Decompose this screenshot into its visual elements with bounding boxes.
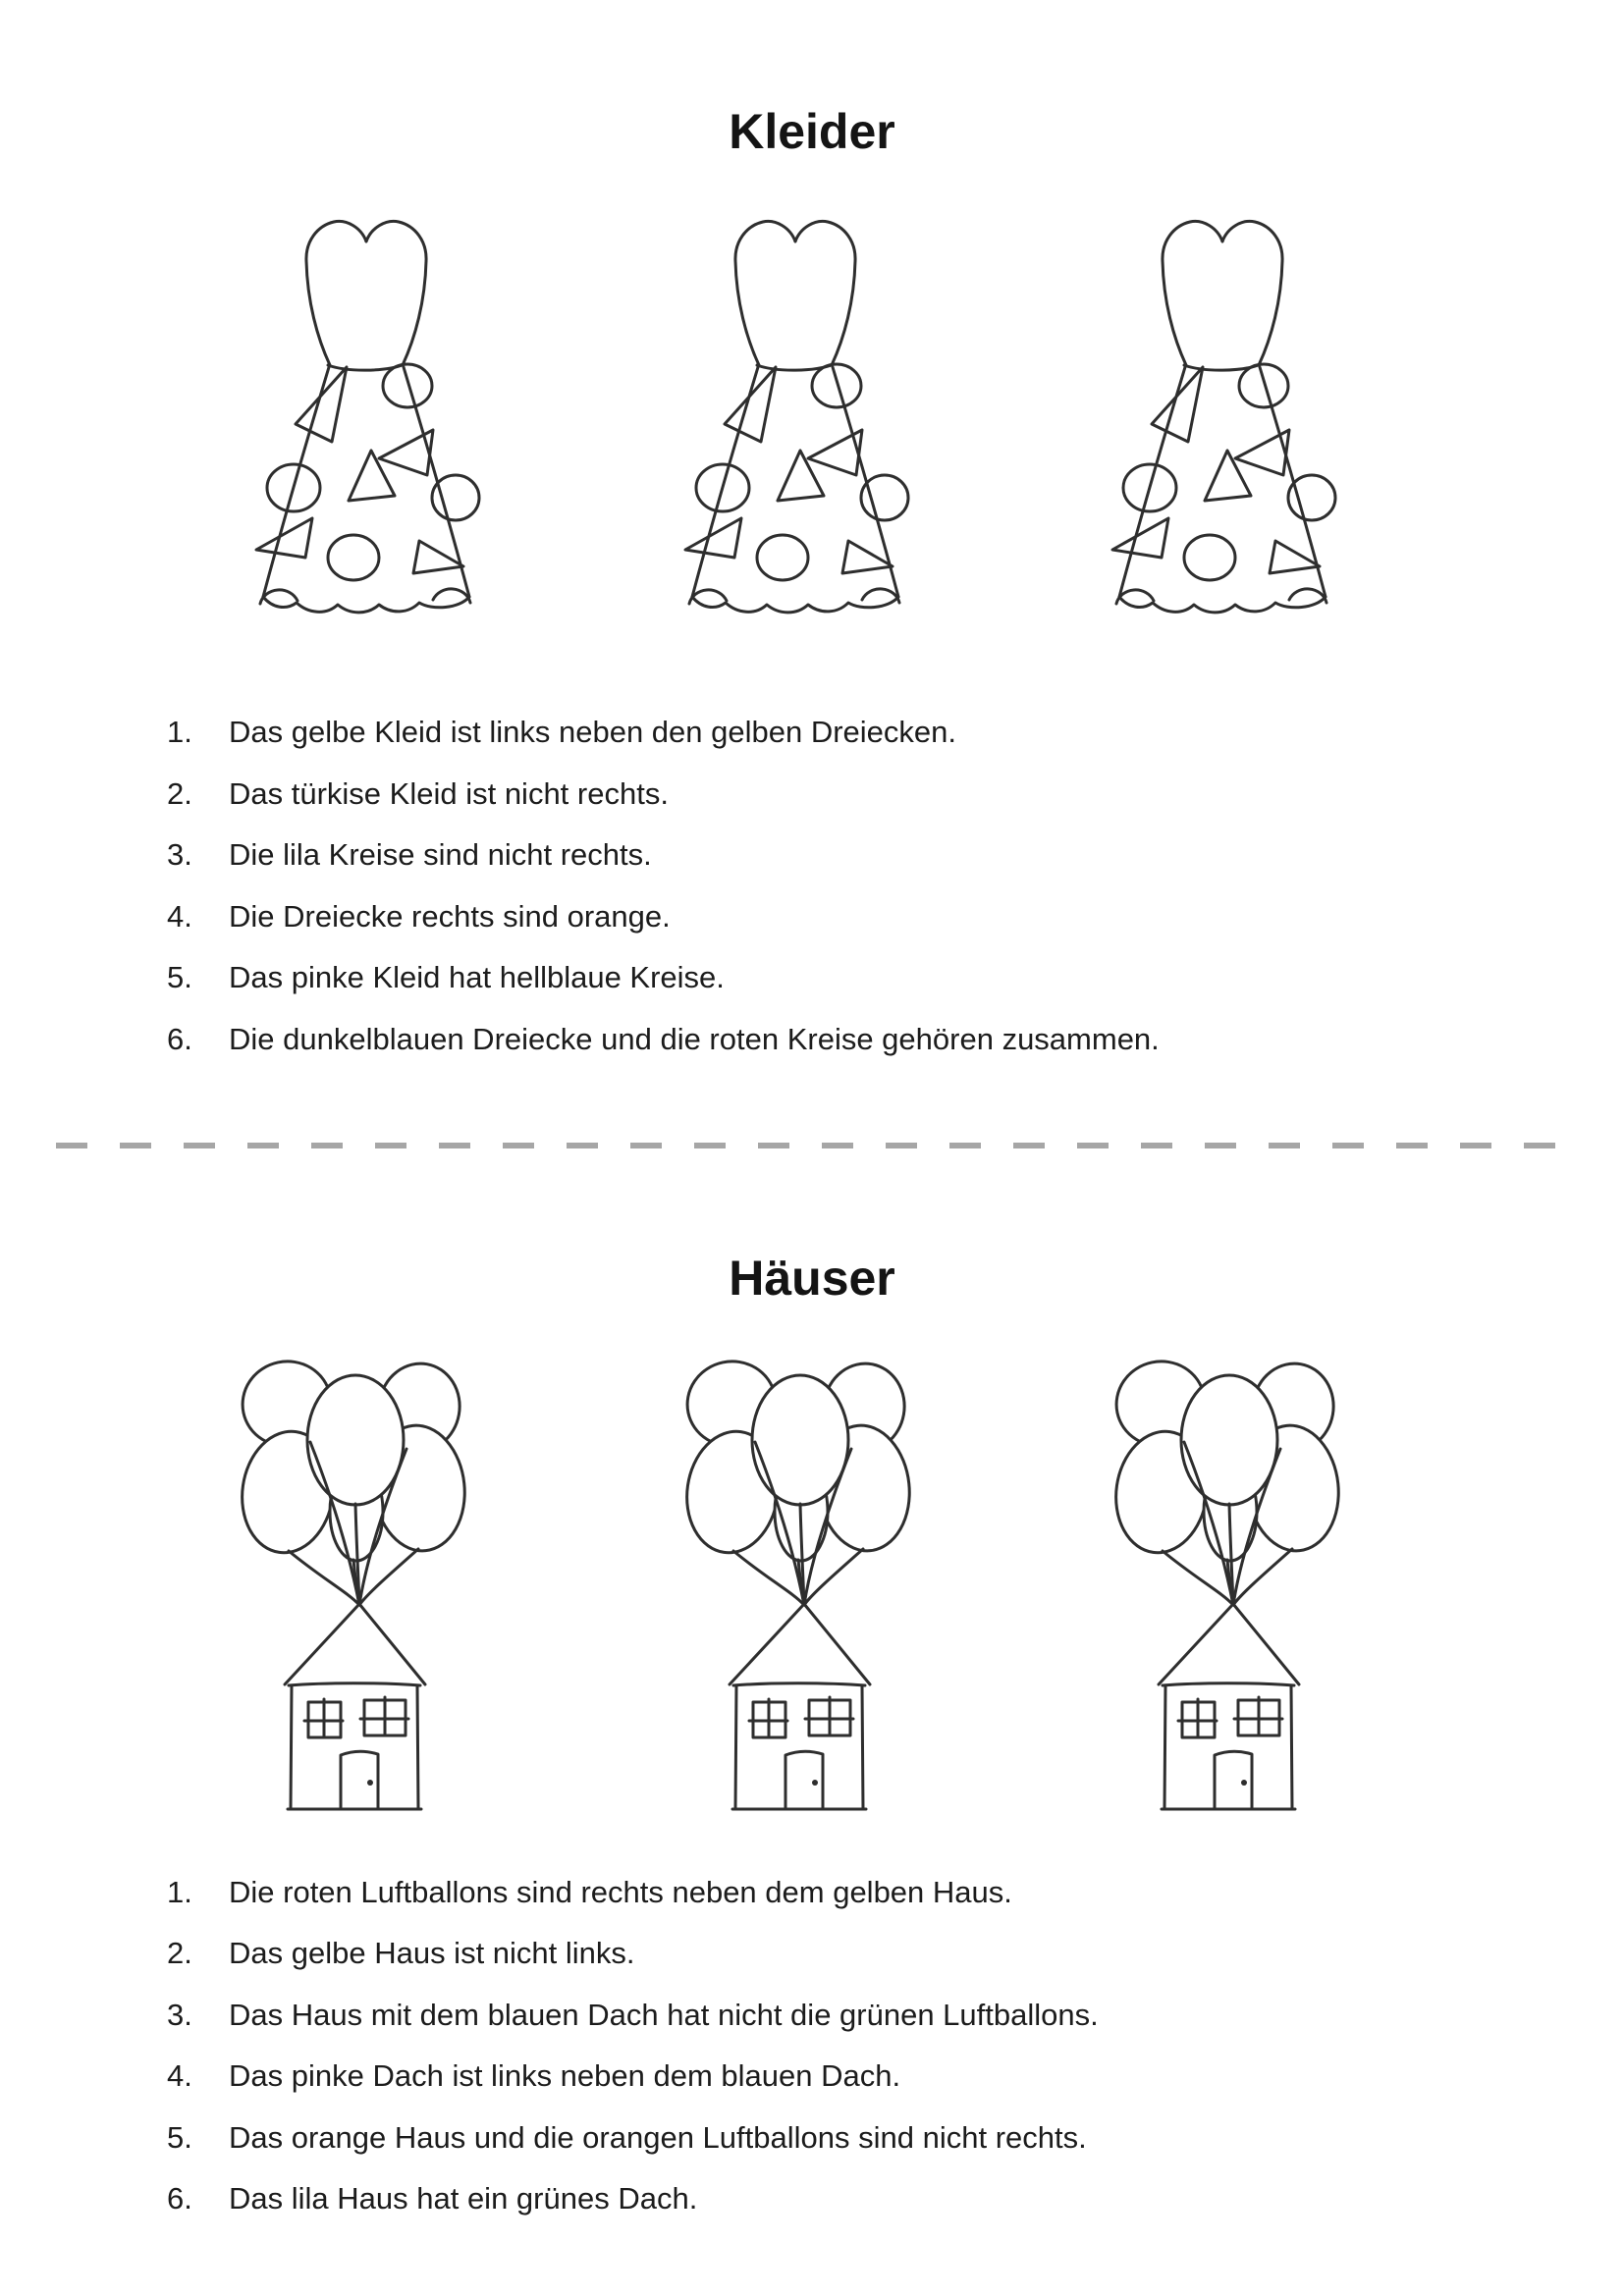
dress-figure-middle: [668, 218, 923, 620]
house-figure-middle: [671, 1347, 916, 1818]
list-item-number: 1.: [167, 1875, 192, 1909]
list-item: [167, 1877, 1012, 1907]
list-item: [167, 1938, 635, 1968]
list-item-text: Die roten Luftballons sind rechts neben dem gelben Haus.: [229, 1875, 1012, 1909]
dress-figure-left: [239, 218, 494, 620]
list-item-number: 4.: [167, 2058, 192, 2093]
list-item: [167, 2122, 1087, 2153]
list-item-text: Das orange Haus und die orangen Luftballons sind nicht rechts.: [229, 2120, 1087, 2155]
list-item-number: 5.: [167, 960, 192, 994]
list-item-number: 2.: [167, 1936, 192, 1970]
list-item-text: Das gelbe Haus ist nicht links.: [229, 1936, 635, 1970]
section-title-haeuser: Häuser: [729, 1251, 895, 1306]
list-item: [167, 1024, 1160, 1054]
list-item: [167, 778, 669, 809]
house-figure-right: [1100, 1347, 1345, 1818]
list-item-text: Das pinke Dach ist links neben dem blauen Dach.: [229, 2058, 901, 2093]
list-item-text: Das türkise Kleid ist nicht rechts.: [229, 776, 669, 811]
list-item: [167, 2183, 697, 2214]
list-item-number: 6.: [167, 1022, 192, 1056]
list-item-text: Das Haus mit dem blauen Dach hat nicht die grünen Luftballons.: [229, 1998, 1099, 2032]
list-item-text: Die lila Kreise sind nicht rechts.: [229, 837, 652, 872]
list-item-text: Das gelbe Kleid ist links neben den gelben Dreiecken.: [229, 715, 957, 749]
list-item: [167, 901, 671, 932]
list-item-number: 4.: [167, 899, 192, 934]
list-item-number: 6.: [167, 2181, 192, 2216]
list-item-number: 3.: [167, 1998, 192, 2032]
list-item: [167, 717, 956, 747]
list-item: [167, 962, 725, 992]
list-item: [167, 2000, 1099, 2030]
list-item-text: Die Dreiecke rechts sind orange.: [229, 899, 671, 934]
house-figure-left: [226, 1347, 471, 1818]
list-item-number: 5.: [167, 2120, 192, 2155]
dress-figure-right: [1095, 218, 1350, 620]
list-item: [167, 2060, 900, 2091]
list-item: [167, 839, 652, 870]
list-item-number: 1.: [167, 715, 192, 749]
list-item-text: Das lila Haus hat ein grünes Dach.: [229, 2181, 698, 2216]
list-item-text: Das pinke Kleid hat hellblaue Kreise.: [229, 960, 725, 994]
list-item-text: Die dunkelblauen Dreiecke und die roten Kreise gehören zusammen.: [229, 1022, 1160, 1056]
section-divider: [56, 1143, 1568, 1148]
section-title-kleider: Kleider: [729, 104, 895, 159]
list-item-number: 2.: [167, 776, 192, 811]
list-item-number: 3.: [167, 837, 192, 872]
